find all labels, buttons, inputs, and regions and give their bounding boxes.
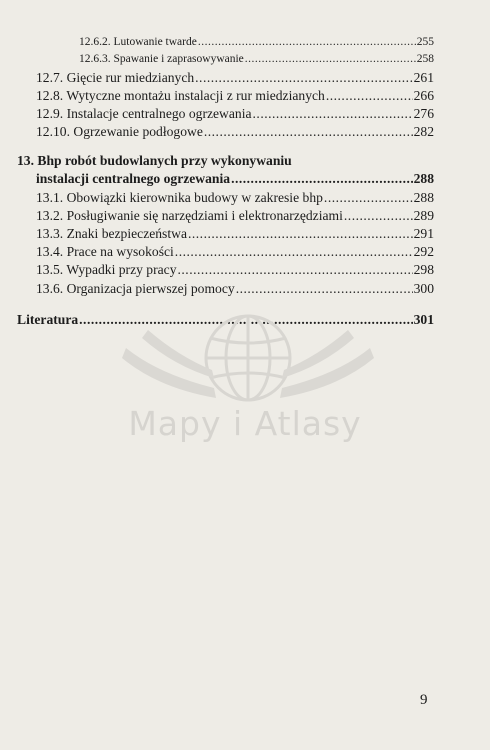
toc-entry-page: 261 [413, 70, 434, 85]
toc-entry-page: 288 [413, 171, 434, 186]
toc-entry-label: Literatura [17, 312, 79, 327]
chapter-13-title: 13. Bhp robót budowlanych przy wykonywaniu [17, 153, 292, 168]
toc-entry-page: 255 [416, 36, 434, 48]
toc-entry-page: 301 [413, 312, 434, 327]
dot-leader [231, 171, 413, 187]
dot-leader [188, 226, 413, 242]
toc-entry-page: 289 [413, 208, 434, 223]
dot-leader [236, 281, 413, 297]
toc-entry-13-3 [36, 226, 434, 242]
toc-entry-12-6-3 [79, 53, 434, 65]
toc-entry-13-5 [36, 262, 434, 278]
toc-entry-13-4 [36, 244, 434, 260]
dot-leader [344, 208, 413, 224]
toc-entry-label: 12.9. Instalacje centralnego ogrzewania [36, 106, 252, 121]
toc-entry-page: 266 [413, 88, 434, 103]
dot-leader [195, 70, 412, 86]
toc-entry-label: instalacji centralnego ogrzewania [36, 171, 231, 186]
toc-entry-label: 13.4. Prace na wysokości [36, 244, 174, 259]
toc-entry-label: 12.6.2. Lutowanie twarde [79, 36, 197, 48]
toc-entry-page: 298 [413, 262, 434, 277]
toc-entry-label: 12.10. Ogrzewanie podłogowe [36, 124, 203, 139]
dot-leader [245, 53, 416, 65]
toc-entry-label: 13.3. Znaki bezpieczeństwa [36, 226, 187, 241]
toc-entry-label: 13.1. Obowiązki kierownika budowy w zakresie bhp [36, 190, 323, 205]
toc-entry-page: 282 [413, 124, 434, 139]
page-number: 9 [420, 692, 428, 708]
toc-entry-12-10 [36, 124, 434, 140]
dot-leader [198, 36, 416, 48]
toc-entry-label: 12.8. Wytyczne montażu instalacji z rur miedzianych [36, 88, 325, 103]
toc-entry-label: 12.7. Gięcie rur miedzianych [36, 70, 195, 85]
dot-leader [204, 124, 413, 140]
toc-entry-label: 13.2. Posługiwanie się narzędziami i elektronarzędziami [36, 208, 343, 223]
dot-leader [253, 106, 413, 122]
toc-entry-13-2 [36, 208, 434, 224]
toc-entry-label: 13.6. Organizacja pierwszej pomocy [36, 281, 235, 296]
toc-entry-12-8 [36, 88, 434, 104]
toc-entry-page: 276 [413, 106, 434, 121]
toc-entry-page: 300 [413, 281, 434, 296]
dot-leader [326, 88, 413, 104]
watermark-text: Mapy i Atlasy [128, 404, 362, 443]
dot-leader [324, 190, 413, 206]
toc-entry-13-6 [36, 281, 434, 297]
toc-entry-13-1 [36, 190, 434, 206]
toc-entry-page: 258 [416, 53, 434, 65]
toc-entry-label: 12.6.3. Spawanie i zaprasowywanie [79, 53, 244, 65]
toc-entry-page: 292 [413, 244, 434, 259]
dot-leader [175, 244, 413, 260]
toc-entry-page: 288 [413, 190, 434, 205]
toc-entry-chapter-13 [36, 171, 434, 187]
toc-entry-label: 13.5. Wypadki przy pracy [36, 262, 177, 277]
toc-entry-page: 291 [413, 226, 434, 241]
dot-leader [178, 262, 413, 278]
toc-entry-12-9 [36, 106, 434, 122]
toc-entry-12-7 [36, 70, 434, 86]
toc-entry-12-6-2 [79, 36, 434, 48]
